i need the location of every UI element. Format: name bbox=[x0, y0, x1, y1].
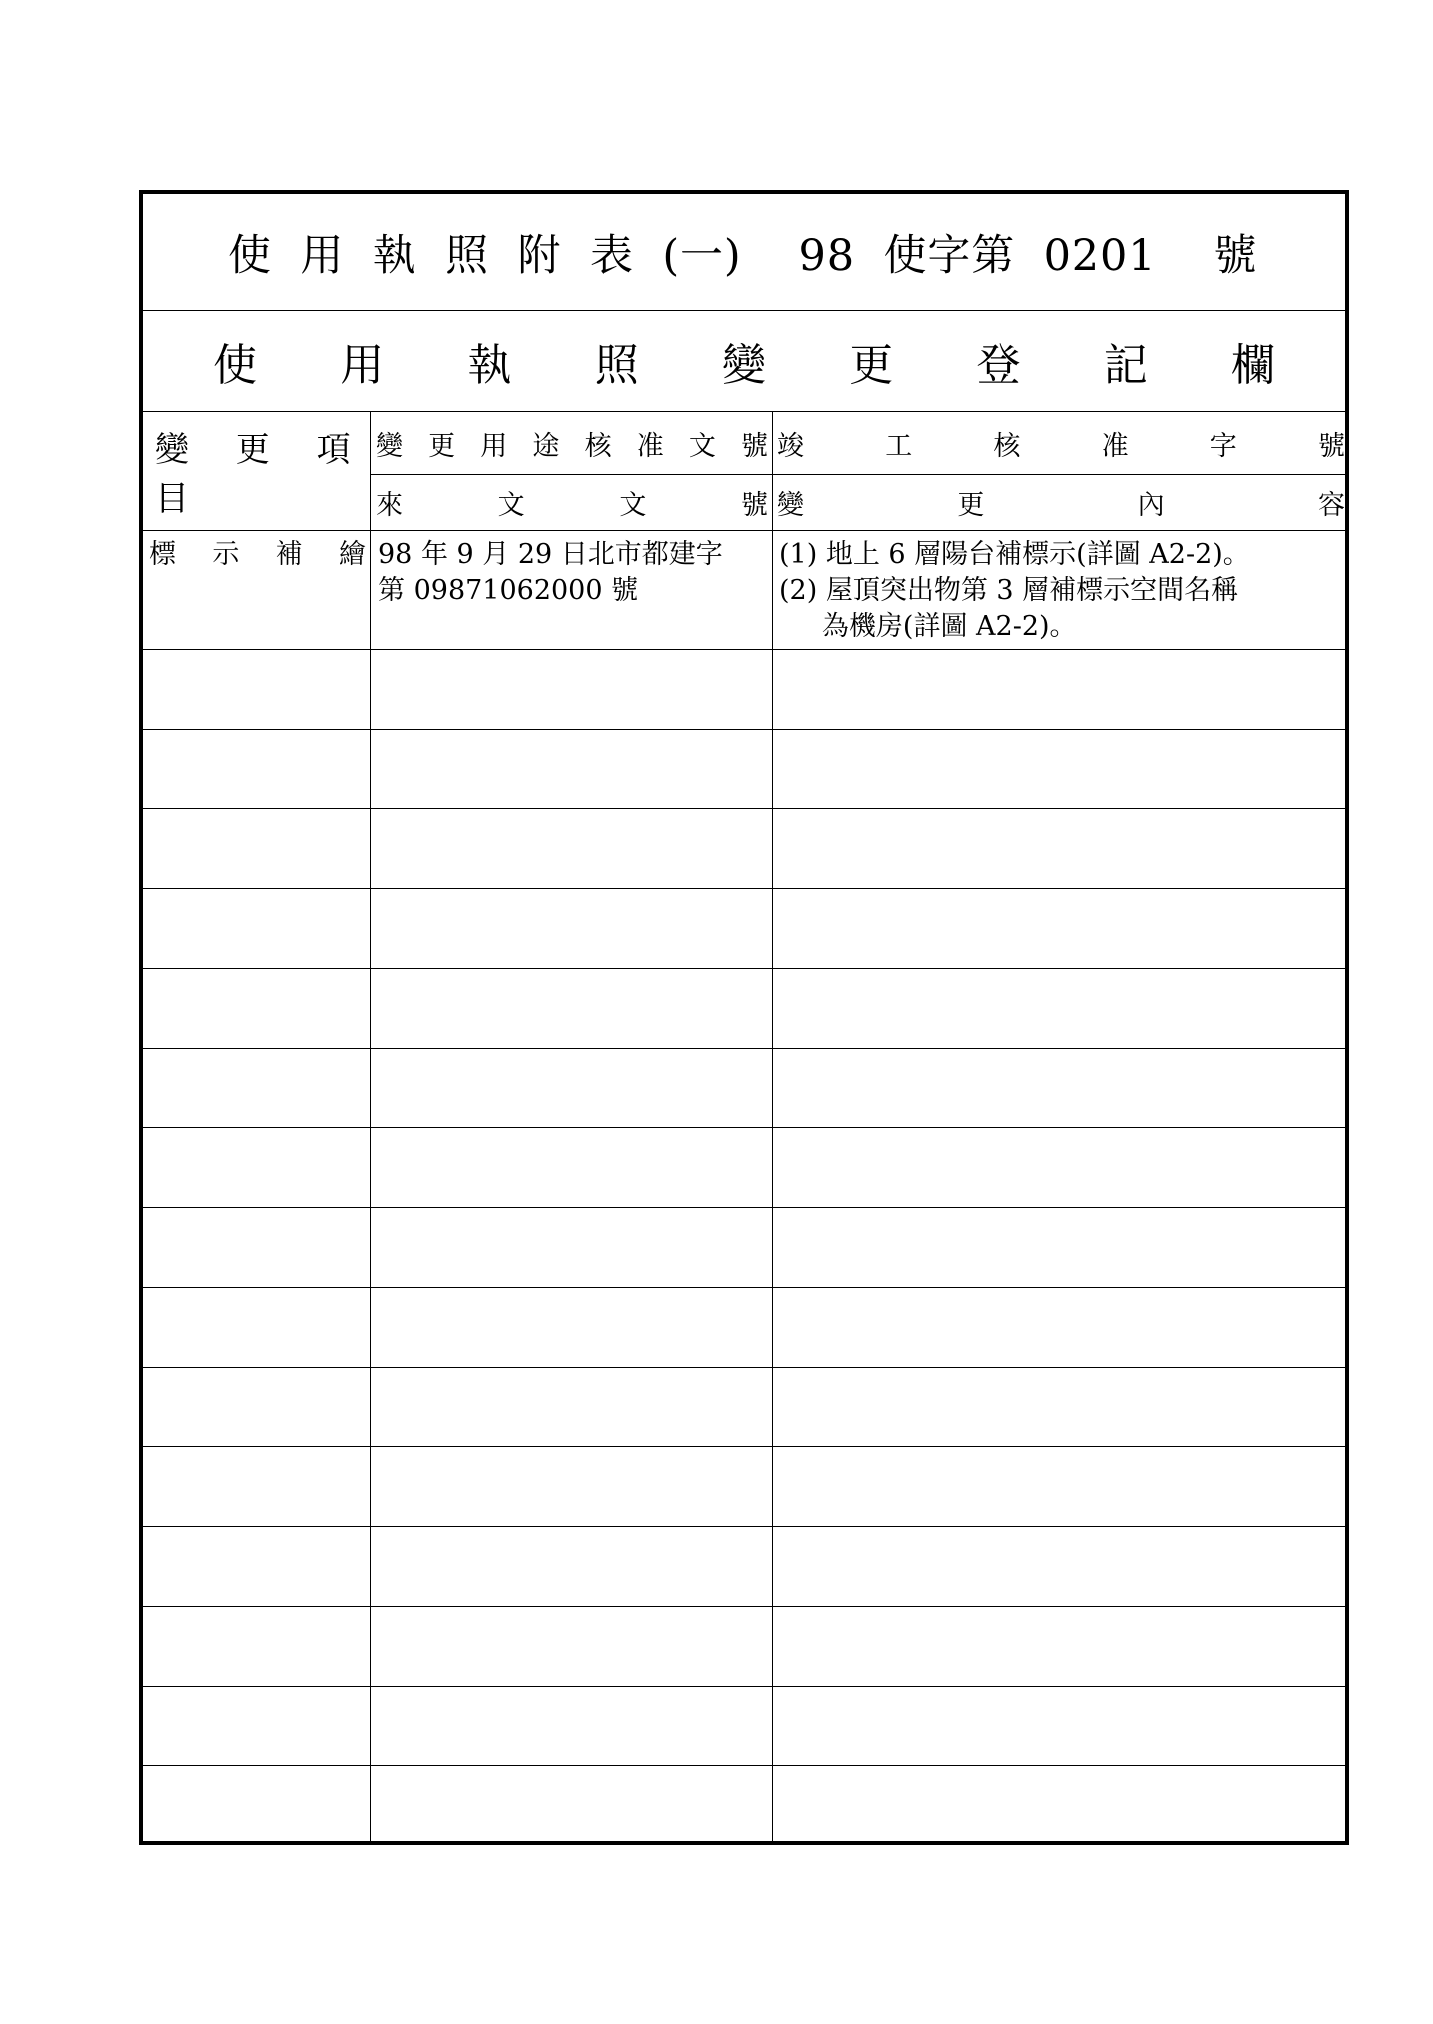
row-divider bbox=[143, 1207, 1345, 1208]
glyph: 號 bbox=[740, 490, 768, 521]
row-divider bbox=[143, 808, 1345, 809]
entry-doc-line: 98 年 9 月 29 日北市都建字 bbox=[378, 539, 723, 570]
entry-content-line: 為機房(詳圖 A2-2)。 bbox=[779, 611, 1077, 642]
glyph: 標 bbox=[149, 539, 176, 570]
glyph: 更 bbox=[957, 490, 985, 521]
header-change-item: 變 更 項 目 bbox=[155, 430, 369, 519]
row-divider bbox=[143, 1287, 1345, 1288]
row-divider bbox=[143, 1526, 1345, 1527]
row-divider bbox=[143, 1606, 1345, 1607]
row-divider bbox=[143, 888, 1345, 889]
glyph: 文 bbox=[497, 490, 525, 521]
glyph: 示 bbox=[212, 539, 240, 570]
entry-doc-no bbox=[372, 531, 772, 649]
row-divider bbox=[143, 1048, 1345, 1049]
glyph: 文 bbox=[688, 430, 716, 462]
glyph: 核 bbox=[584, 430, 612, 462]
glyph: 繪 bbox=[338, 539, 366, 570]
subtitle-glyph: 使 bbox=[213, 340, 257, 391]
header-approval-doc-no-text bbox=[376, 424, 768, 463]
subtitle-text bbox=[213, 329, 1275, 393]
glyph: 竣 bbox=[777, 430, 804, 462]
entry-content-line: (2) 屋頂突出物第 3 層補標示空間名稱 bbox=[779, 575, 1239, 606]
subtitle-glyph: 用 bbox=[340, 340, 385, 391]
row-divider bbox=[143, 649, 1345, 650]
header-change-content bbox=[773, 475, 1349, 530]
glyph: 內 bbox=[1137, 490, 1165, 521]
glyph: 更 bbox=[428, 430, 456, 462]
header-change-content-text bbox=[777, 483, 1345, 522]
subtitle-glyph: 更 bbox=[849, 340, 894, 391]
glyph: 字 bbox=[1209, 430, 1237, 462]
glyph: 准 bbox=[1101, 430, 1129, 462]
glyph: 用 bbox=[480, 430, 508, 462]
glyph: 變 bbox=[777, 490, 804, 521]
subtitle-glyph: 照 bbox=[594, 340, 639, 391]
subtitle-glyph: 欄 bbox=[1231, 340, 1275, 391]
subtitle-glyph: 執 bbox=[467, 340, 512, 391]
glyph: 准 bbox=[636, 430, 664, 462]
form-subtitle bbox=[143, 311, 1345, 411]
glyph: 文 bbox=[619, 490, 647, 521]
glyph: 容 bbox=[1317, 490, 1345, 521]
row-divider bbox=[143, 1127, 1345, 1128]
subtitle-glyph: 記 bbox=[1103, 340, 1148, 391]
glyph: 變 bbox=[376, 430, 403, 462]
glyph: 途 bbox=[532, 430, 560, 462]
glyph: 號 bbox=[1317, 430, 1345, 462]
header-completion-no bbox=[773, 412, 1349, 474]
glyph: 補 bbox=[275, 539, 303, 570]
row-divider bbox=[143, 1446, 1345, 1447]
glyph: 核 bbox=[993, 430, 1021, 462]
header-incoming-doc-no-text bbox=[376, 483, 768, 522]
entry-content bbox=[773, 531, 1349, 649]
entry-content-line: (1) 地上 6 層陽台補標示(詳圖 A2-2)。 bbox=[779, 539, 1250, 570]
row-divider bbox=[143, 729, 1345, 730]
subtitle-glyph: 登 bbox=[976, 340, 1021, 391]
glyph: 號 bbox=[740, 430, 768, 462]
row-divider bbox=[143, 1765, 1345, 1766]
row-divider bbox=[143, 1686, 1345, 1687]
row-divider bbox=[143, 1367, 1345, 1368]
glyph: 工 bbox=[885, 430, 913, 462]
entry-item bbox=[143, 531, 370, 649]
registration-form bbox=[139, 190, 1349, 1845]
row-divider bbox=[143, 968, 1345, 969]
entry-item-text bbox=[149, 537, 366, 573]
header-incoming-doc-no bbox=[372, 475, 772, 530]
form-title: 使 用 執 照 附 表 (一) 98 使字第 0201 號 bbox=[228, 230, 1258, 281]
header-completion-no-text bbox=[777, 424, 1345, 463]
entry-doc-line: 第 09871062000 號 bbox=[378, 575, 639, 606]
header-approval-doc-no bbox=[372, 412, 772, 474]
glyph: 來 bbox=[376, 490, 403, 521]
subtitle-glyph: 變 bbox=[722, 340, 766, 391]
